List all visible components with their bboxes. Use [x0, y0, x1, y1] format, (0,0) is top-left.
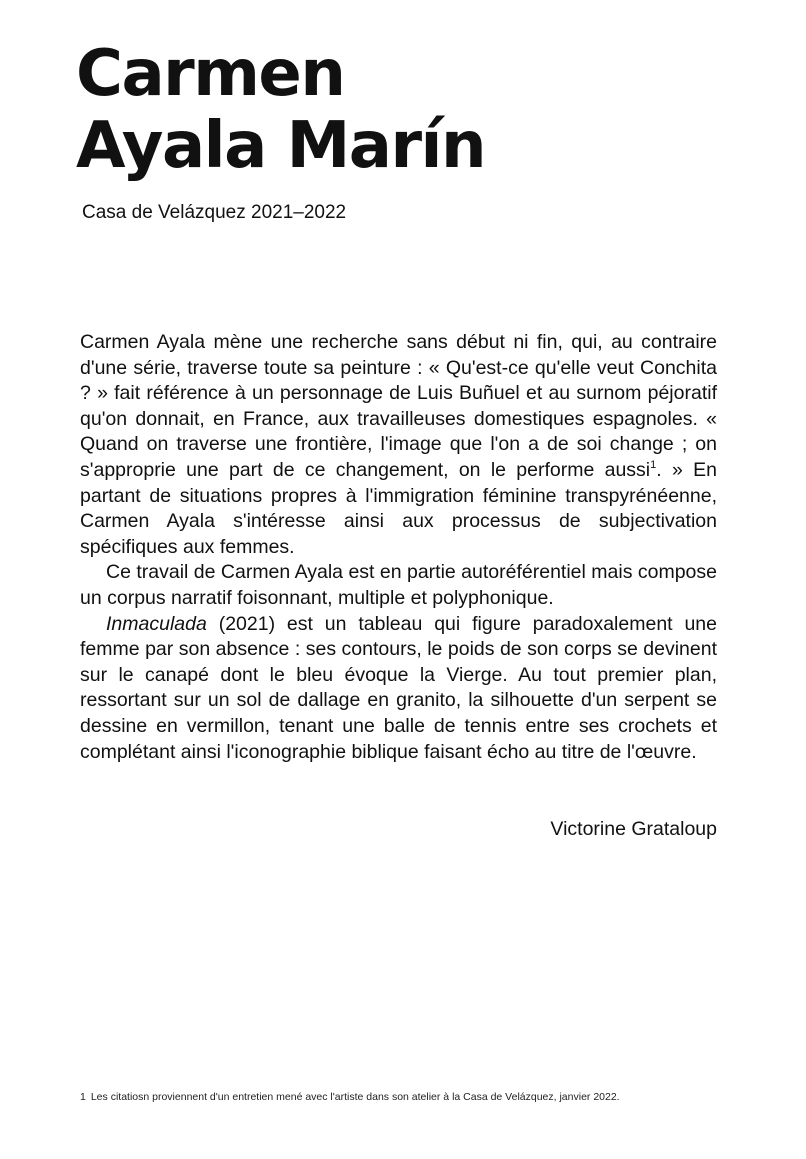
- article-body: [80, 330, 717, 765]
- artwork-title: Inmaculada: [106, 612, 207, 635]
- paragraph-2: Ce travail de Carmen Ayala est en partie autoréférentiel mais compose un corpus narratif foisonnant, multiple et polyphonique.: [80, 561, 717, 609]
- paragraph-3-text: (2021) est un tableau qui figure paradoxalement une femme par son absence : ses contours, le poids de son corps se devinent sur le canapé dont le bleu évoque la Vierge. Au tout premier plan, ressortant sur un sol de dallage en granito, la silhouette d'un serpent se dessine en vermillon, tenant une balle de tennis entre ses crochets et complétant ainsi l'iconographie biblique faisant écho au titre de l'œuvre.: [80, 612, 717, 763]
- footnote-reference: 1: [650, 458, 657, 471]
- paragraph-3: [80, 612, 717, 766]
- page-title: [76, 38, 485, 182]
- title-line-first-name: Carmen: [76, 37, 345, 111]
- paragraph-1-text-b: . » En partant de situations propres à l'immigration féminine transpyrénéenne, Carmen Ayala s'intéresse ainsi aux processus de subjectivation spécifiques aux femmes.: [80, 458, 717, 558]
- subtitle-residency: Casa de Velázquez 2021–2022: [82, 202, 347, 223]
- footnote-number: 1: [80, 1091, 86, 1103]
- footnote-text: Les citatiosn proviennent d'un entretien mené avec l'artiste dans son atelier à la Casa de Velázquez, janvier 2022.: [90, 1091, 620, 1103]
- title-line-last-name: Ayala Marín: [76, 109, 485, 183]
- author-signature: Victorine Grataloup: [550, 818, 717, 840]
- paragraph-1-text-a: Carmen Ayala mène une recherche sans début ni fin, qui, au contraire d'une série, traverse toute sa peinture : « Qu'est-ce qu'elle veut Conchita ? » fait référence à un personnage de Luis Buñuel et au surnom péjoratif qu'on donnait, en France, aux travailleuses domestiques espagnoles. « Quand on traverse une frontière, l'image que l'on a de soi change ; on s'approprie une part de ce changement, on le performe aussi: [80, 331, 717, 481]
- footnote: [80, 1090, 620, 1104]
- paragraph-1: [80, 330, 717, 560]
